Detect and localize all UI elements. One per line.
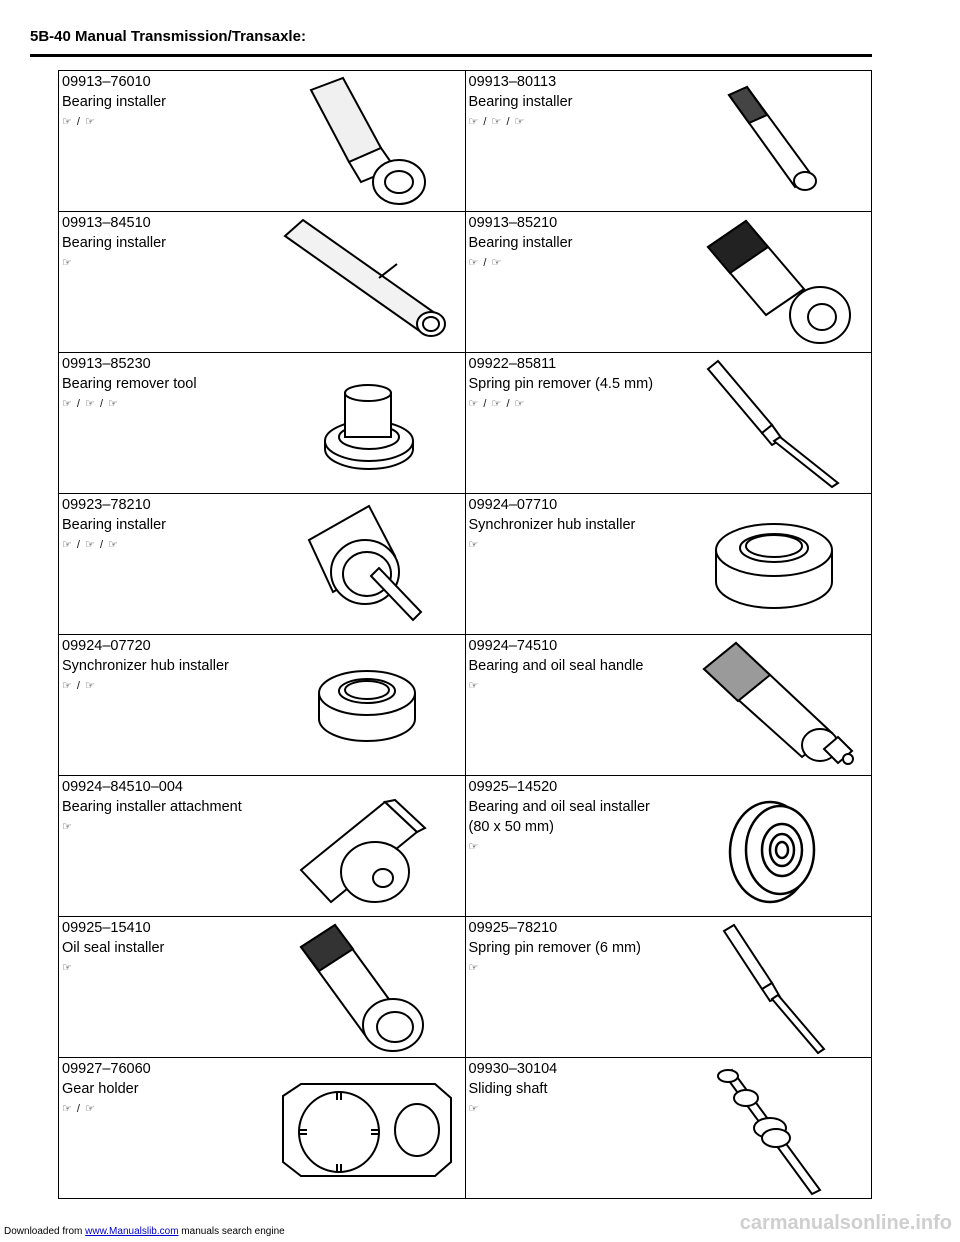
- tool-name: Bearing installer: [62, 94, 166, 110]
- reference-marks: ☞: [468, 539, 480, 551]
- tool-name: Bearing installer: [62, 517, 166, 533]
- table-row: [59, 71, 872, 212]
- table-row: [59, 212, 872, 353]
- reference-marks: ☞: [62, 962, 73, 974]
- reference-marks: ☞: [468, 841, 480, 853]
- tool-name: Bearing and oil seal installer (80 x 50 mm): [468, 799, 650, 835]
- tool-name: Synchronizer hub installer: [468, 517, 636, 533]
- part-number: 09927–76060: [62, 1061, 151, 1077]
- reference-marks: ☞ / ☞: [62, 116, 96, 128]
- tool-cell: [465, 212, 872, 353]
- tool-name: Synchronizer hub installer: [62, 658, 229, 674]
- table-row: [59, 1058, 872, 1199]
- tool-name: Bearing remover tool: [62, 376, 197, 392]
- tool-cell: [59, 635, 466, 776]
- gear-holder-plate-icon: [279, 1080, 457, 1180]
- bearing-oil-seal-handle-icon: [700, 639, 860, 773]
- tool-cell: [465, 353, 872, 494]
- table-row: [59, 776, 872, 917]
- table-row: [59, 917, 872, 1058]
- reference-marks: ☞ / ☞ / ☞: [62, 398, 119, 410]
- reference-marks: ☞: [468, 1103, 480, 1115]
- tool-name: Bearing installer: [62, 235, 166, 251]
- tool-name: Bearing installer: [468, 94, 573, 110]
- table-row: [59, 494, 872, 635]
- tool-cell: [59, 776, 466, 917]
- reference-marks: ☞ / ☞: [62, 680, 96, 692]
- bearing-installer-attachment-icon: [295, 798, 435, 914]
- reference-marks: ☞: [468, 680, 480, 692]
- synchronizer-hub-installer-ring-icon: [710, 514, 840, 614]
- tool-cell: [465, 494, 872, 635]
- part-number: 09924–07710: [468, 497, 558, 513]
- bearing-remover-tool-icon: [321, 383, 416, 473]
- part-number: 09925–14520: [468, 779, 558, 795]
- reference-marks: ☞ / ☞: [62, 1103, 96, 1115]
- reference-marks: ☞ / ☞ / ☞: [468, 116, 526, 128]
- watermark: carmanualsonline.info: [739, 1212, 952, 1234]
- table-row: [59, 353, 872, 494]
- tool-name: Spring pin remover (4.5 mm): [468, 376, 654, 392]
- reference-marks: ☞: [62, 821, 73, 833]
- spring-pin-remover-tool-icon: [702, 357, 852, 489]
- tool-cell: [59, 353, 466, 494]
- part-number: 09913–76010: [62, 74, 151, 90]
- page-title: 5B-40 Manual Transmission/Transaxle:: [30, 28, 306, 45]
- manualslib-link[interactable]: www.Manualslib.com: [85, 1226, 179, 1237]
- part-number: 09924–84510–004: [62, 779, 183, 795]
- reference-marks: ☞: [468, 962, 480, 974]
- footer-suffix: manuals search engine: [178, 1226, 285, 1237]
- part-number: 09924–74510: [468, 638, 558, 654]
- tool-cell: [59, 212, 466, 353]
- tool-cell: [59, 917, 466, 1058]
- page-footer: [4, 1226, 285, 1237]
- part-number: 09913–85230: [62, 356, 151, 372]
- part-number: 09930–30104: [468, 1061, 558, 1077]
- tool-cell: [59, 71, 466, 212]
- special-tools-table: [58, 70, 872, 1199]
- spring-pin-remover-6mm-tool-icon: [720, 921, 840, 1055]
- reference-marks: ☞ / ☞: [468, 257, 503, 269]
- reference-marks: ☞: [62, 257, 73, 269]
- part-number: 09913–84510: [62, 215, 151, 231]
- tool-name: Bearing installer attachment: [62, 799, 242, 815]
- bearing-installer-tool-icon: [299, 76, 439, 208]
- page-header: [30, 28, 872, 57]
- tool-name: Oil seal installer: [62, 940, 165, 956]
- part-number: 09925–15410: [62, 920, 151, 936]
- bearing-installer-pipe-tool-icon: [279, 216, 454, 346]
- tool-cell: [465, 776, 872, 917]
- tool-name: Gear holder: [62, 1081, 139, 1097]
- bearing-installer-shaft-tool-icon: [303, 500, 433, 630]
- tool-name: Bearing installer: [468, 235, 573, 251]
- oil-seal-installer-tool-icon: [295, 921, 435, 1055]
- bearing-installer-knurled-tool-icon: [702, 217, 862, 347]
- part-number: 09922–85811: [468, 356, 557, 372]
- bearing-installer-long-tool-icon: [721, 83, 831, 193]
- part-number: 09924–07720: [62, 638, 151, 654]
- sliding-shaft-tool-icon: [710, 1064, 834, 1196]
- footer-prefix: Downloaded from: [4, 1226, 86, 1237]
- tool-cell: [59, 494, 466, 635]
- tool-name: Sliding shaft: [468, 1081, 548, 1097]
- tool-cell: [465, 1058, 872, 1199]
- part-number: 09913–80113: [468, 74, 557, 90]
- bearing-oil-seal-installer-disc-icon: [724, 794, 824, 906]
- reference-marks: ☞ / ☞ / ☞: [62, 539, 119, 551]
- tool-cell: [465, 71, 872, 212]
- tool-name: Spring pin remover (6 mm): [468, 940, 641, 956]
- tool-cell: [59, 1058, 466, 1199]
- synchronizer-hub-installer-small-ring-icon: [315, 663, 419, 747]
- table-row: [59, 635, 872, 776]
- tool-cell: [465, 635, 872, 776]
- reference-marks: ☞ / ☞ / ☞: [468, 398, 526, 410]
- part-number: 09925–78210: [468, 920, 558, 936]
- tool-name: Bearing and oil seal handle: [468, 658, 644, 674]
- part-number: 09913–85210: [468, 215, 558, 231]
- tool-cell: [465, 917, 872, 1058]
- part-number: 09923–78210: [62, 497, 151, 513]
